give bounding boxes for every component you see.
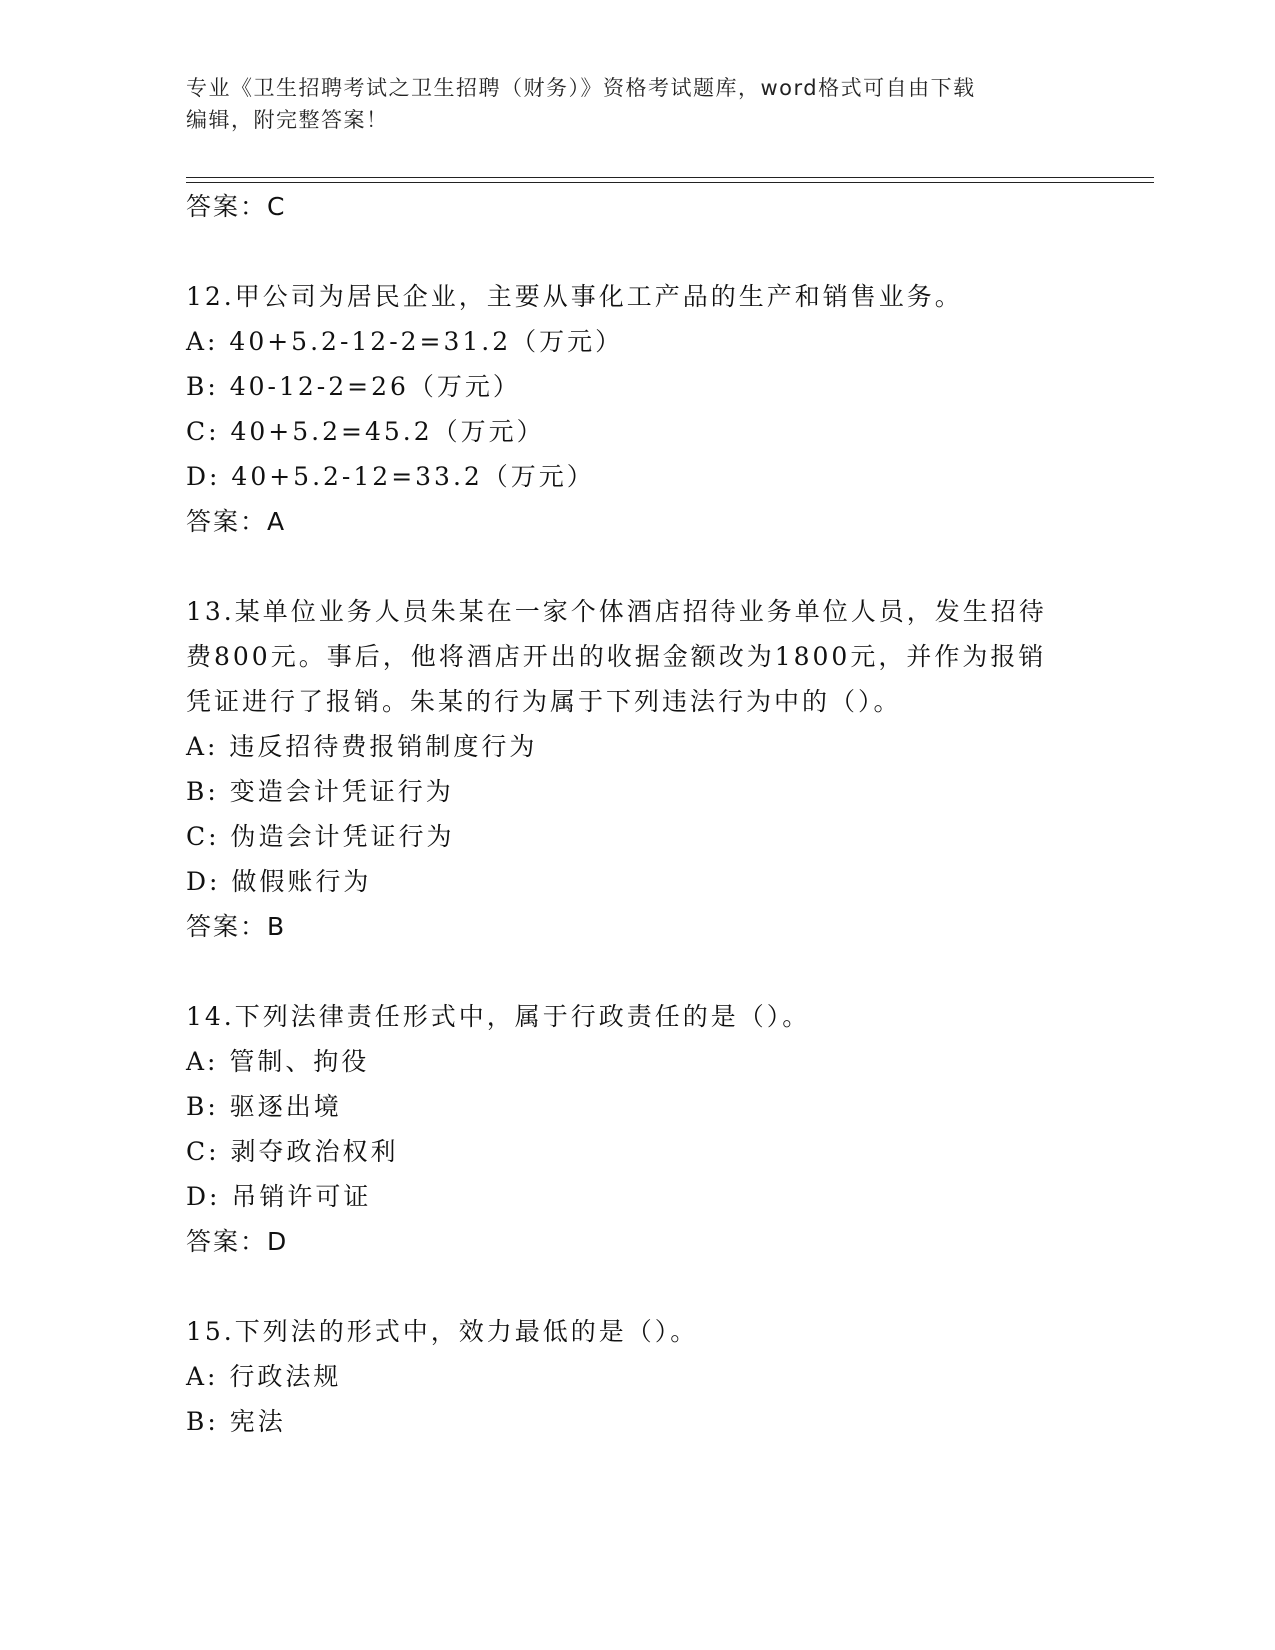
answer-11: 答案：C [186, 192, 287, 221]
question-12-option-c: C: 40+5.2=45.2（万元） [186, 417, 545, 446]
header-divider-top [186, 177, 1154, 178]
question-12-option-a: A: 40+5.2-12-2=31.2（万元） [186, 327, 624, 356]
header-line-2: 编辑，附完整答案！ [186, 108, 389, 132]
question-14-option-a: A: 管制、拘役 [186, 1047, 370, 1076]
question-13-option-b: B: 变造会计凭证行为 [186, 777, 454, 806]
question-12-option-b: B: 40-12-2=26（万元） [186, 372, 521, 401]
question-14-option-b: B: 驱逐出境 [186, 1092, 342, 1121]
question-14-option-c: C: 剥夺政治权利 [186, 1137, 399, 1166]
answer-13: 答案：B [186, 912, 287, 941]
document-header [186, 72, 1066, 136]
question-14-stem: 14.下列法律责任形式中，属于行政责任的是（）。 [186, 1002, 811, 1031]
question-15-stem: 15.下列法的形式中，效力最低的是（）。 [186, 1317, 699, 1346]
question-14-option-d: D: 吊销许可证 [186, 1182, 372, 1211]
header-line-1: 专业《卫生招聘考试之卫生招聘（财务）》资格考试题库，word格式可自由下载 [186, 76, 976, 100]
header-divider-bottom [186, 182, 1154, 183]
question-13-stem-line-2: 费800元。事后，他将酒店开出的收据金额改为1800元，并作为报销 [186, 642, 1047, 671]
question-15-option-a: A: 行政法规 [186, 1362, 342, 1391]
question-13-option-c: C: 伪造会计凭证行为 [186, 822, 455, 851]
question-12-option-d: D: 40+5.2-12=33.2（万元） [186, 462, 595, 491]
answer-12: 答案：A [186, 507, 287, 536]
question-15-option-b: B: 宪法 [186, 1407, 286, 1436]
question-13-stem-line-3: 凭证进行了报销。朱某的行为属于下列违法行为中的（）。 [186, 687, 902, 716]
question-13-option-a: A: 违反招待费报销制度行为 [186, 732, 538, 761]
answer-14: 答案：D [186, 1227, 289, 1256]
question-12-stem: 12.甲公司为居民企业，主要从事化工产品的生产和销售业务。 [186, 282, 963, 311]
question-13-stem-line-1: 13.某单位业务人员朱某在一家个体酒店招待业务单位人员，发生招待 [186, 597, 1047, 626]
question-13-option-d: D: 做假账行为 [186, 867, 372, 896]
